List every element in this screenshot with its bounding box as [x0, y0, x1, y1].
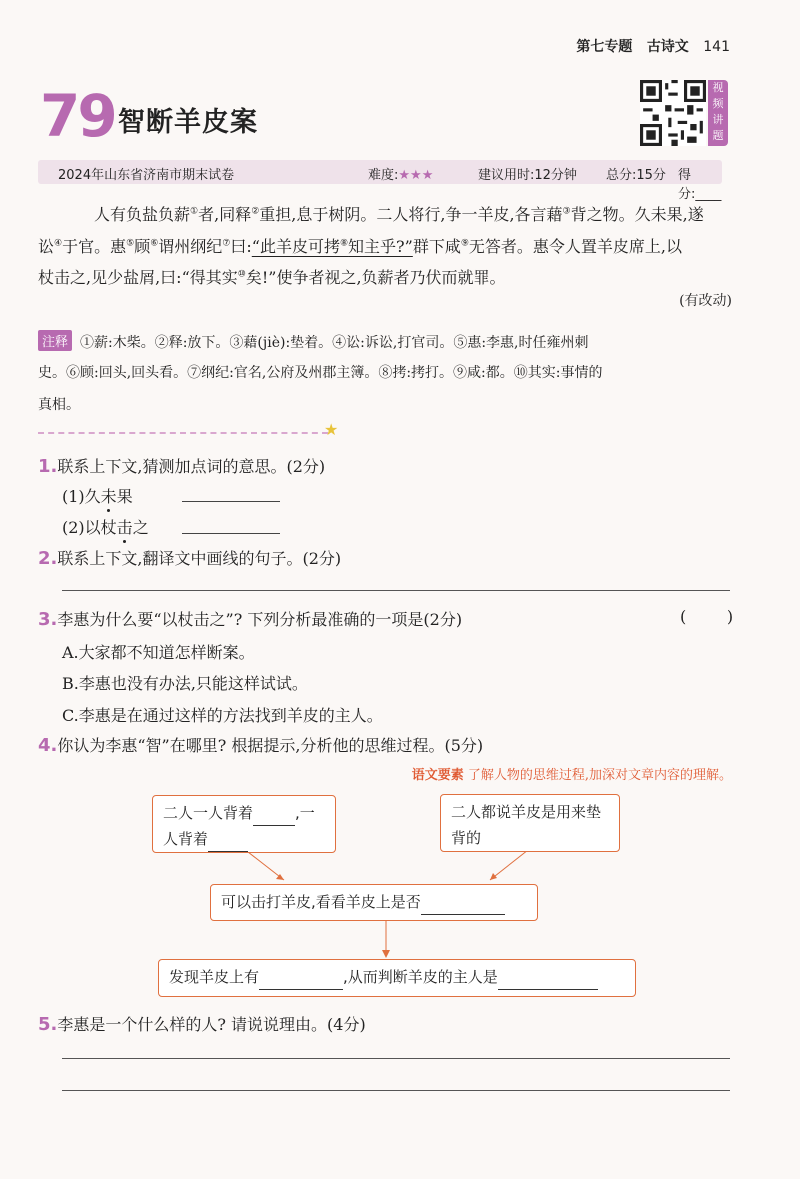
- answer-line[interactable]: [62, 1058, 730, 1059]
- exam-source: 2024年山东省济南市期末试卷: [58, 168, 235, 183]
- answer-blank[interactable]: [498, 973, 598, 990]
- category-label: 古诗文: [646, 39, 689, 55]
- underlined-sentence: “此羊皮可拷⑧知主乎?”: [251, 237, 413, 256]
- passage-text: 谓州纲纪: [158, 237, 223, 256]
- notes-tag: 注释: [38, 330, 72, 351]
- question-number: 3.: [38, 609, 58, 630]
- box-text: 人背着: [163, 830, 209, 848]
- passage-text: 知主乎?”: [348, 237, 413, 256]
- passage-text: 杖击之,见少盐屑,曰:“得其实: [38, 268, 238, 287]
- passage-text: 曰:: [230, 237, 252, 256]
- suggested-time: 建议用时:12分钟: [478, 168, 577, 183]
- passage-text: 群下咸: [412, 237, 461, 256]
- question-5: [38, 1012, 366, 1035]
- box-text: ,一: [295, 804, 315, 822]
- hint-text: 了解人物的思维过程,加深对文章内容的理解。: [467, 768, 732, 783]
- passage-line-1: 人有负盐负薪①者,同释②重担,息于树阴。二人将行,争一羊皮,各言藉③背之物。久未果,遂: [94, 205, 704, 224]
- difficulty-stars-icon: ★★★: [398, 168, 434, 183]
- question-text: 联系上下文,翻译文中画线的句子。(2分): [57, 549, 342, 568]
- option-c[interactable]: C.李惠是在通过这样的方法找到羊皮的主人。: [62, 706, 383, 725]
- passage-text: 重担,息于树阴。二人将行,争一羊皮,各言藉: [259, 205, 563, 224]
- answer-bracket[interactable]: ( ): [680, 607, 734, 626]
- source-note: (有改动): [679, 293, 732, 309]
- passage-text: “此羊皮可拷: [251, 237, 340, 256]
- flow-box-2: 二人都说羊皮是用来垫背的: [440, 794, 620, 852]
- score-field[interactable]: 得分:____: [678, 168, 722, 202]
- answer-line[interactable]: [62, 1090, 730, 1091]
- passage-text: 背之物。久未果,遂: [570, 205, 704, 224]
- star-icon: ★: [324, 420, 339, 439]
- flow-box-3: [210, 884, 538, 921]
- box-text: 发现羊皮上有: [169, 968, 260, 986]
- question-number: 4.: [38, 735, 58, 756]
- question-text: 联系上下文,猜测加点词的意思。(2分): [57, 457, 326, 476]
- question-text: 你认为李惠“智”在哪里? 根据提示,分析他的思维过程。(5分): [57, 736, 484, 755]
- box-text: 可以击打羊皮,看看羊皮上是否: [221, 893, 421, 911]
- total-score: 总分:15分: [606, 168, 666, 183]
- passage-line-2: 讼④于官。惠⑤顾⑥谓州纲纪⑦曰:“此羊皮可拷⑧知主乎?”群下咸⑨无答者。惠令人置羊皮席上,以: [38, 237, 682, 256]
- q1-item-text: 果: [116, 487, 133, 506]
- question-number: 1.: [38, 456, 58, 477]
- box-text: ,从而判断羊皮的主人是: [343, 968, 498, 986]
- passage-text: 无答者。惠令人置羊皮席上,以: [468, 237, 682, 256]
- passage-text: 顾: [134, 237, 151, 256]
- flow-box-1: [152, 795, 336, 853]
- notes-line-2: 史。⑥顾:回头,回头看。⑦纲纪:官名,公府及州郡主簿。⑧拷:拷打。⑨咸:都。⑩其实:事情的: [38, 365, 603, 381]
- answer-blank[interactable]: [259, 973, 343, 990]
- dotted-word: 击: [116, 518, 133, 537]
- option-b[interactable]: B.李惠也没有办法,只能这样试试。: [62, 674, 308, 693]
- option-a[interactable]: A.大家都不知道怎样断案。: [62, 643, 255, 662]
- question-number: 2.: [38, 548, 58, 569]
- box-text: 二人一人背着: [163, 804, 254, 822]
- passage-text: 矣!”使争者视之,负薪者乃伏而就罪。: [245, 268, 506, 287]
- answer-blank[interactable]: [253, 809, 295, 826]
- flow-box-4: [158, 959, 636, 997]
- difficulty-label: 难度:: [368, 168, 399, 183]
- dotted-word: 未: [100, 487, 117, 506]
- q1-item-text: (2)以杖: [62, 518, 117, 537]
- notes-line-3: 真相。: [38, 397, 80, 413]
- lesson-title: 智断羊皮案: [118, 107, 258, 138]
- q1-item-text: 之: [132, 518, 149, 537]
- answer-blank[interactable]: [208, 835, 248, 852]
- video-explain-tag[interactable]: 视频讲题: [708, 80, 728, 146]
- notes-line-1: ①薪:木柴。②释:放下。③藉(jiè):垫着。④讼:诉讼,打官司。⑤惠:李惠,时任雍州刺: [80, 335, 589, 351]
- lesson-number: 79: [40, 82, 115, 150]
- passage-text: 讼: [38, 237, 55, 256]
- passage-line-3: 杖击之,见少盐屑,曰:“得其实⑩矣!”使争者视之,负薪者乃伏而就罪。: [38, 268, 506, 287]
- hint-label: 语文要素: [411, 768, 464, 783]
- question-text: 李惠是一个什么样的人? 请说说理由。(4分): [57, 1015, 366, 1034]
- passage-text: 人有负盐负薪: [94, 205, 191, 224]
- passage-text: 者,同释: [198, 205, 252, 224]
- q1-item-text: (1)久: [62, 487, 101, 506]
- answer-blank[interactable]: [421, 898, 505, 915]
- question-text: 李惠为什么要“以杖击之”? 下列分析最准确的一项是(2分): [57, 610, 463, 629]
- passage-text: 于官。惠: [62, 237, 127, 256]
- question-number: 5.: [38, 1014, 58, 1035]
- chapter-label: 第七专题: [576, 39, 633, 55]
- page-number: 141: [703, 39, 730, 55]
